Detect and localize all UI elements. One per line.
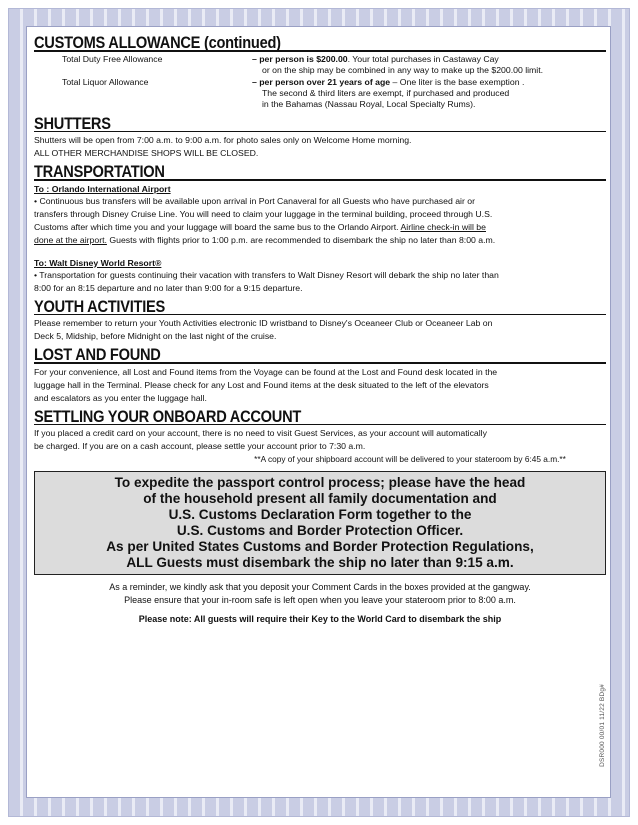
youth-line1: Please remember to return your Youth Activities electronic ID wristband to Disney's Oceaneer Club or Oceaneer Lab on: [34, 318, 493, 328]
settling-heading: SETTLING YOUR ONBOARD ACCOUNT: [34, 406, 302, 426]
notice-line: U.S. Customs and Border Protection Officer.: [176, 523, 464, 538]
notice-line: U.S. Customs Declaration Form together to the: [168, 507, 472, 522]
page-body: [26, 26, 611, 798]
shutters-heading: SHUTTERS: [34, 113, 111, 133]
transport-para1d: done at the airport. Guests with flights prior to 1:00 p.m. are recommended to disembark the ship no later than 8:00 a.m.: [34, 234, 496, 245]
youth-heading: YOUTH ACTIVITIES: [34, 296, 165, 316]
transport-para1b: transfers through Disney Cruise Line. You will need to claim your luggage in the terminal building, proceed through U.S.: [34, 208, 493, 219]
transport-para2a: • Transportation for guests continuing their vacation with transfers to Walt Disney Resort will debark the ship no later than: [34, 269, 499, 280]
settling-line1: If you placed a credit card on your account, there is no need to visit Guest Services, as your account will automatically: [34, 428, 487, 438]
notice-line: ALL Guests must disembark the ship no later than 9:15 a.m.: [126, 555, 514, 570]
footer-line2: Please ensure that your in-room safe is left open when you leave your stateroom prior to 8:00 a.m.: [124, 595, 516, 605]
footer-line1: As a reminder, we kindly ask that you deposit your Comment Cards in the boxes provided at the gangway.: [109, 582, 531, 592]
liquor-value: – per person over 21 years of age – One liter is the base exemption . The second & third liters are exempt, if purchased and produced in the Bahamas (Nassau Royal, Local Specialty Rums).: [252, 76, 525, 109]
transport-sub-orlando: To : Orlando International Airport: [34, 183, 171, 194]
shutters-line1: Shutters will be open from 7:00 a.m. to 9:00 a.m. for photo sales only on Welcome Home morning.: [34, 135, 412, 145]
transport-para1a: • Continuous bus transfers will be available upon arrival in Port Canaveral for all Guests who have purchased air or: [34, 195, 476, 206]
shutters-rule: [34, 131, 606, 133]
notice-line: To expedite the passport control process; please have the head: [114, 475, 526, 490]
lost-line3: and escalators as you enter the luggage hall.: [34, 392, 207, 403]
shutters-line2: ALL OTHER MERCHANDISE SHOPS WILL BE CLOSED.: [34, 148, 259, 158]
customs-heading: CUSTOMS ALLOWANCE (continued): [34, 33, 281, 52]
notice-line: As per United States Customs and Border Protection Regulations,: [106, 539, 534, 554]
transport-sub-wdw: To: Walt Disney World Resort®: [34, 257, 162, 268]
settling-line2: be charged. If you are on a cash account, please settle your account prior to 7:30 a.m.: [34, 441, 366, 451]
duty-free-label: Total Duty Free Allowance: [62, 53, 163, 64]
duty-free-value: – per person is $200.00. Your total purchases in Castaway Cay or on the ship may be combined in any way to make up the $200.00 limit.: [252, 53, 544, 75]
notice-line: of the household present all family documentation and: [143, 491, 497, 506]
passport-notice-box: [34, 471, 606, 575]
youth-line2: Deck 5, Midship, before Midnight on the last night of the cruise.: [34, 331, 277, 341]
customs-allowance-table: [62, 54, 606, 110]
transport-para1c: Customs after which time you and your luggage will board the same bus to the Orlando Airport. Airline check-in will be: [34, 221, 486, 232]
footer-note: Please note: All guests will require their Key to the World Card to disembark the ship: [138, 614, 502, 624]
transportation-heading: TRANSPORTATION: [34, 162, 165, 181]
transport-para2b: 8:00 for an 8:15 departure and no later than 9:00 for a 9:15 departure.: [34, 282, 303, 293]
lost-line1: For your convenience, all Lost and Found items from the Voyage can be found at the Lost and Found desk located in the: [34, 366, 498, 377]
liquor-label: Total Liquor Allowance: [62, 76, 149, 87]
lost-found-heading: LOST AND FOUND: [34, 345, 161, 364]
lost-line2: luggage hall in the Terminal. Please check for any Lost and Found items at the desk situated to the left of the elevators: [34, 379, 489, 390]
form-code: DSR000 00/01 11/22 BDg#: [599, 684, 606, 767]
settling-note: **A copy of your shipboard account will be delivered to your stateroom by 6:45 a.m.**: [254, 454, 566, 464]
